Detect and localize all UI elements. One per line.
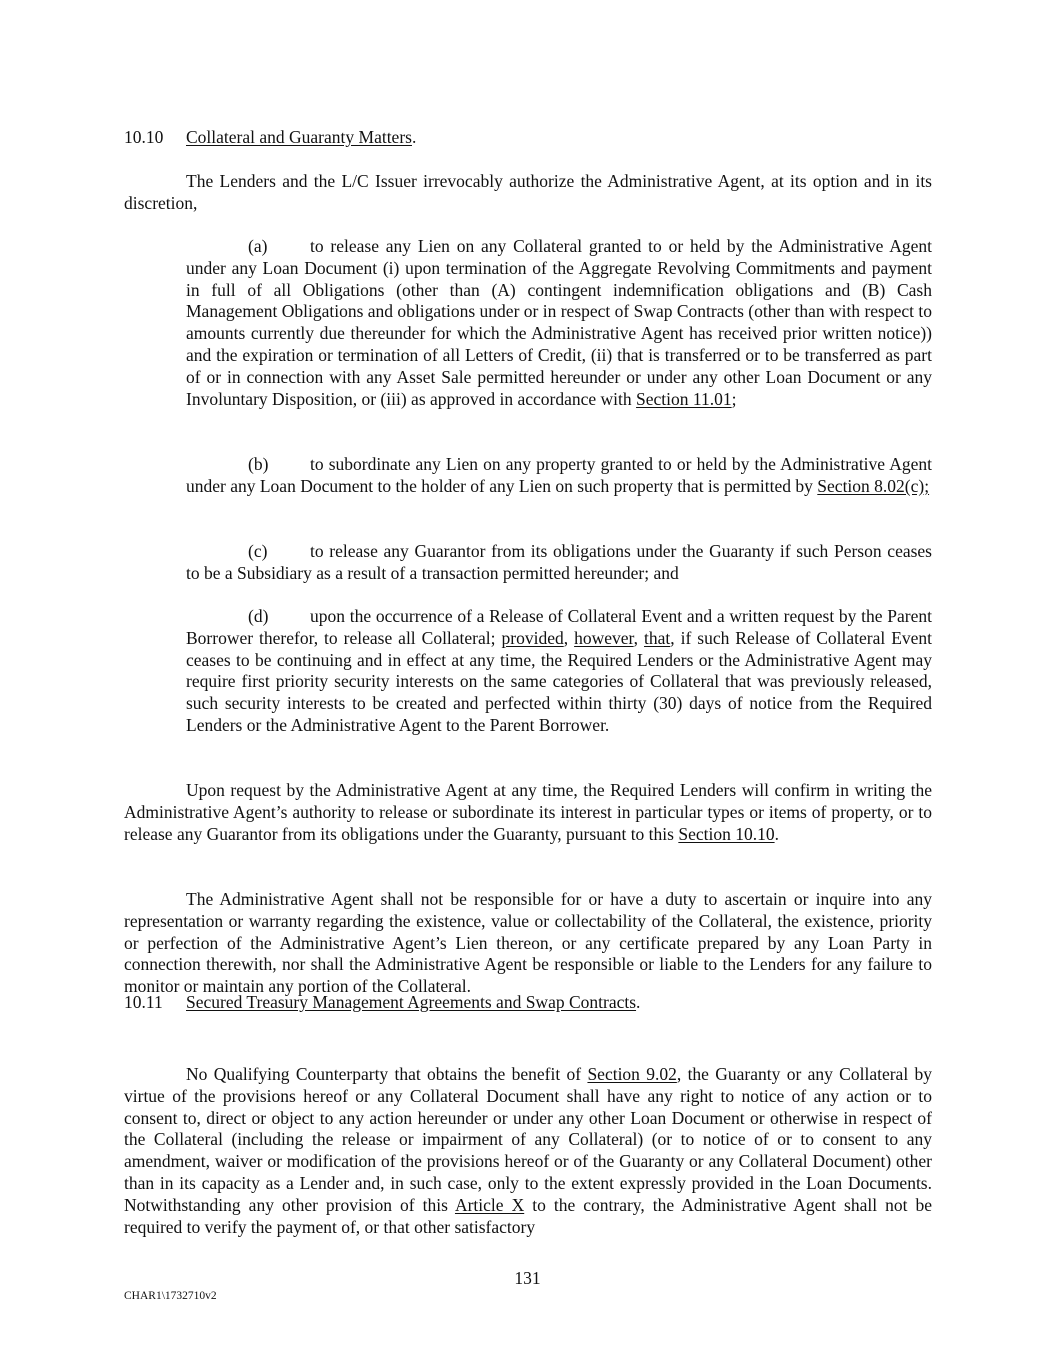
document-id: CHAR1\1732710v2 (124, 1290, 217, 1302)
clause-b-label: (b) (248, 454, 269, 474)
clause-c (186, 541, 932, 585)
confirm-paragraph (124, 780, 932, 845)
section-10-11-paragraph (124, 1064, 932, 1238)
section-number: 10.10 (124, 127, 164, 147)
clause-a-text: to release any Lien on any Collateral granted to or held by the Administrative Agent under any Loan Document (i) upon termination of the Aggregate Revolving Commitments and payment in full of all Obligations (other than (A) contingent indemnification obligations and (B) Cash Management Obligations and obligations under or in respect of Swap Contracts (other than with respect to amounts currently due thereunder for which the Administrative Agent has received prior written notice)) and the expiration or termination of all Letters of Credit, (ii) that is transferred or to be transferred as part of or in connection with any Asset Sale permitted hereunder or under any other Loan Document or any Involuntary Disposition, or (iii) as approved in accordance with (186, 236, 932, 409)
clause-d-label: (d) (248, 606, 269, 626)
clause-d-that: that (644, 627, 671, 648)
clause-a-tail: ; (731, 388, 737, 409)
section-10-11-text1: No Qualifying Counterparty that obtains the benefit of (186, 1064, 582, 1084)
clause-d-text2: , if such Release of Collateral Event ceases to be continuing and in effect at any time, the Required Lenders or the Administrative Agent may require first priority security interests on the same categories of Collateral that was previously released, such security interests to be created and perfected within thirty (30) days of notice from the Required Lenders or the Administrative Agent to the Parent Borrower. (186, 627, 933, 735)
intro-paragraph (124, 171, 932, 215)
section-10-11-reference2: Article X (454, 1194, 525, 1215)
section-10-11-heading: 10.11 Secured Treasury Management Agreements and Swap Contracts. (124, 992, 641, 1012)
clause-c-text: to release any Guarantor from its obligations under the Guaranty if such Person ceases to be a Subsidiary as a result of a transaction permitted hereunder; and (186, 541, 932, 583)
responsibility-paragraph (124, 889, 932, 998)
section-title: Collateral and Guaranty Matters (186, 127, 412, 147)
clause-a-label: (a) (248, 236, 268, 256)
clause-b-reference: Section 8.02(c); (817, 475, 930, 496)
confirm-text: Upon request by the Administrative Agent at any time, the Required Lenders will confirm in writing the Administrative Agent’s authority to release or subordinate its interest in particular types or items of property, or to release any Guarantor from its obligations under the Guaranty, pursuant to this (124, 780, 932, 844)
clause-a (186, 236, 932, 410)
clause-b (186, 454, 932, 498)
clause-a-reference: Section 11.01 (636, 388, 732, 409)
section-10-11-text2: , the Guaranty or any Collateral by virtue of the provisions hereof or any Collateral Document shall have any right to notice of any action or to consent to, direct or object to any action hereunder or under any other Loan Document or otherwise in respect of the Collateral (including the release or impairment of any Collateral) (or to notice of or to consent to any amendment, waiver or modification of the provisions hereof or of the Guaranty or any Collateral Document) other than in its capacity as a Lender and, in such case, only to the extent expressly provided in the Loan Documents. Notwithstanding any other provision of this (124, 1064, 932, 1215)
clause-d-text1: upon the occurrence of a Release of Collateral Event and a written request by the Parent Borrower therefor, to release all Collateral; (186, 606, 932, 648)
responsibility-text: The Administrative Agent shall not be responsible for or have a duty to ascertain or inquire into any representation or warranty regarding the existence, value or collectability of the Collateral, the existence, priority or perfection of the Administrative Agent’s Lien thereon, or any certificate prepared by any Loan Party in connection therewith, nor shall the Administrative Agent be responsible or liable to the Lenders for any failure to monitor or maintain any portion of the Collateral. (124, 889, 932, 997)
clause-d-however: however (574, 627, 634, 648)
intro-text: The Lenders and the L/C Issuer irrevocably authorize the Administrative Agent, at its option and in its discretion, (124, 171, 932, 213)
section-number: 10.11 (124, 992, 163, 1012)
confirm-reference: Section 10.10 (678, 823, 775, 844)
clause-c-label: (c) (248, 541, 268, 561)
section-10-10-heading: 10.10 Collateral and Guaranty Matters. (124, 127, 417, 147)
section-10-11-reference1: Section 9.02 (587, 1064, 677, 1084)
clause-b-text: to subordinate any Lien on any property granted to or held by the Administrative Agent under any Loan Document to the holder of any Lien on such property that is permitted by (186, 454, 932, 496)
page-number: 131 (514, 1268, 541, 1288)
section-10-11-text3: to the contrary, the Administrative Agent shall not be required to verify the payment of, or that other satisfactory (124, 1194, 932, 1237)
clause-d-provided: provided (501, 627, 564, 648)
clause-d: (d) upon the occurrence of a Release of Collateral Event and a written request by the Parent Borrower therefor, to release all Collateral; provided, however, that, if such Release of Collateral Event ceases to be continuing and in effect at any time, the Required Lenders or the Administrative Agent may require first priority security interests on the same categories of Collateral that was previously released, such security interests to be created and perfected within thirty (30) days of notice from the Required Lenders or the Administrative Agent to the Parent Borrower. (186, 606, 933, 735)
section-title: Secured Treasury Management Agreements and Swap Contracts (186, 992, 637, 1012)
confirm-tail: . (774, 823, 779, 844)
